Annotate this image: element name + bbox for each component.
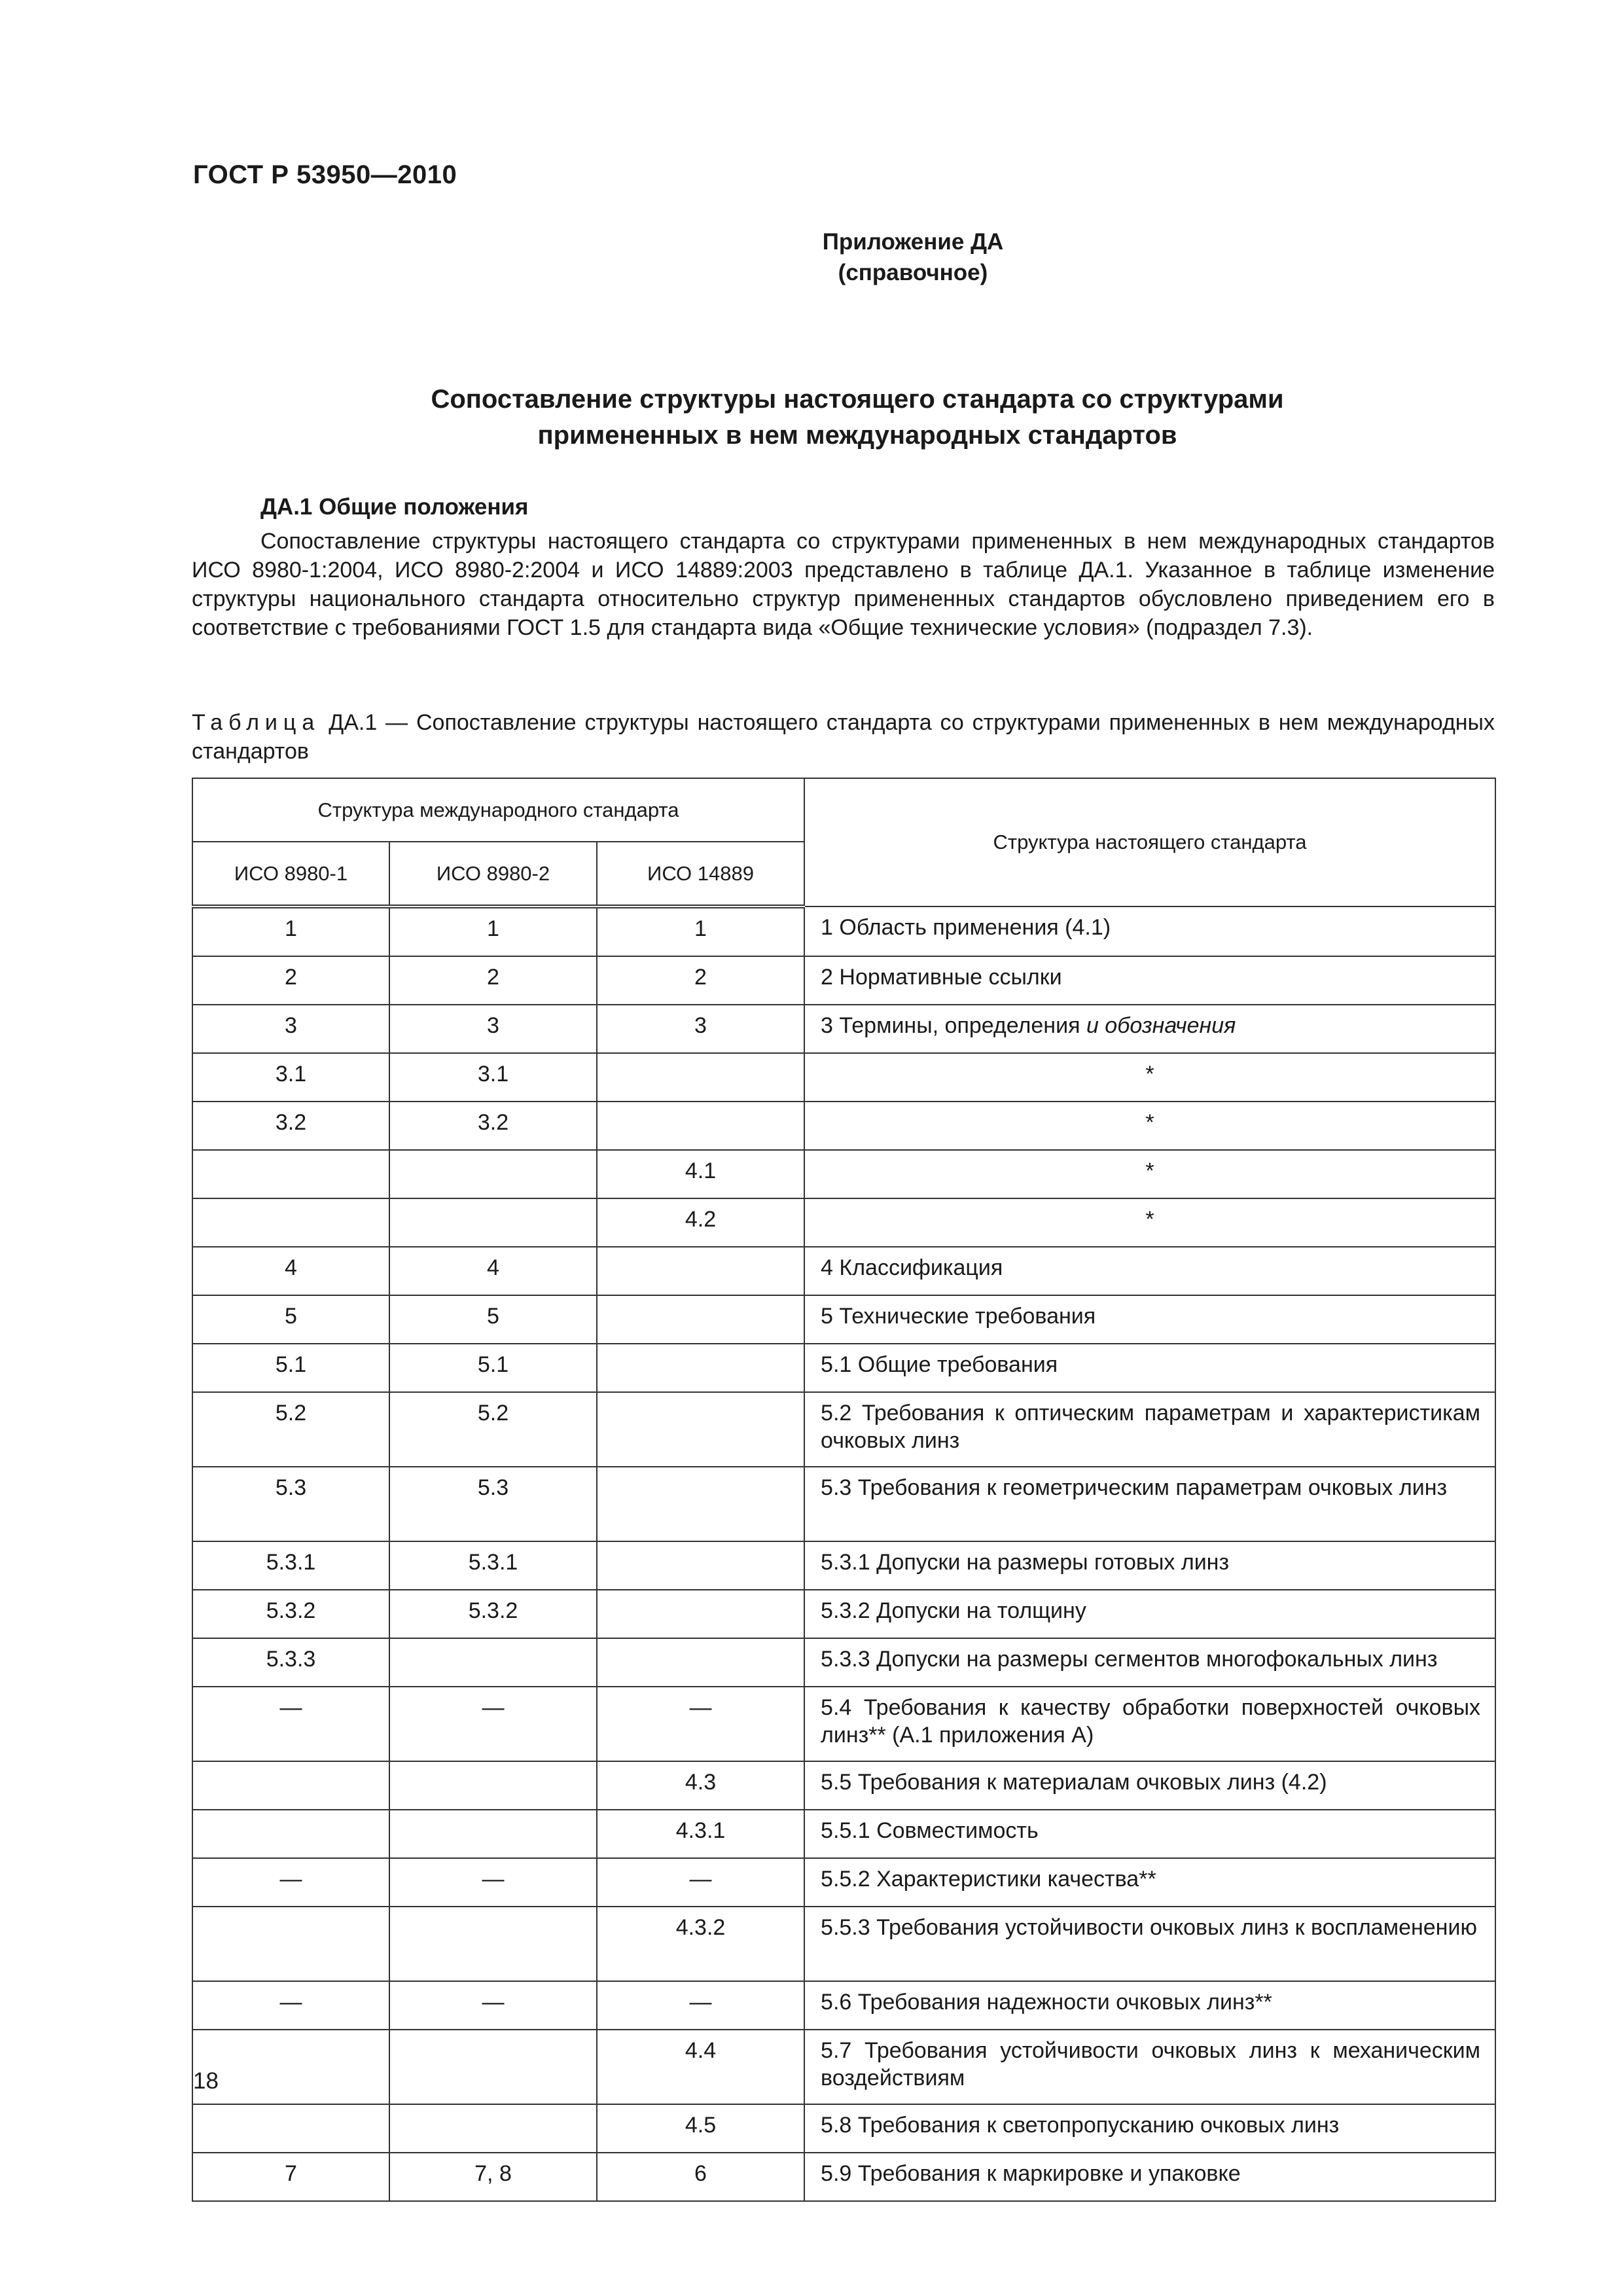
header-iso-8980-2: ИСО 8980-2 <box>389 842 597 906</box>
cell-iso-1 <box>192 1198 389 1247</box>
cell-text: 5.2 Требования к оптическим параметрам и характеристикам очковых линз <box>821 1401 1481 1453</box>
cell-iso-1: 5.3 <box>192 1467 389 1541</box>
annex-type: (справочное) <box>838 260 988 285</box>
section-heading: ДА.1 Общие положения <box>260 494 529 520</box>
cell-this-standard <box>804 1687 1495 1761</box>
comparison-table <box>192 778 1496 2202</box>
cell-this-standard <box>804 1295 1495 1344</box>
table-row <box>192 1467 1495 1541</box>
header-iso-8980-1: ИСО 8980-1 <box>192 842 389 906</box>
cell-iso-3: 6 <box>597 2153 804 2201</box>
cell-this-standard <box>804 956 1495 1005</box>
cell-this-standard <box>804 1467 1495 1541</box>
cell-this-standard <box>804 1761 1495 1810</box>
cell-this-standard <box>804 1053 1495 1102</box>
cell-iso-1 <box>192 2104 389 2153</box>
cell-iso-2 <box>389 1907 597 1981</box>
cell-this-standard <box>804 1541 1495 1590</box>
cell-iso-1: 5.1 <box>192 1344 389 1392</box>
section-paragraph <box>192 527 1495 642</box>
cell-iso-2 <box>389 1198 597 1247</box>
cell-this-standard <box>804 1392 1495 1467</box>
cell-iso-3 <box>597 1102 804 1150</box>
cell-iso-2 <box>389 1810 597 1858</box>
cell-this-standard <box>804 1907 1495 1981</box>
cell-text: 5 Технические требования <box>821 1304 1096 1329</box>
cell-text: 5.8 Требования к светопропусканию очковых линз <box>821 2113 1340 2138</box>
table-row <box>192 2030 1495 2104</box>
page-number: 18 <box>193 2068 219 2094</box>
table-row <box>192 1761 1495 1810</box>
table-row <box>192 1687 1495 1761</box>
main-title-line-2: примененных в нем международных стандартов <box>537 421 1177 450</box>
cell-iso-3 <box>597 1053 804 1102</box>
cell-text: * <box>1145 1207 1154 1232</box>
cell-iso-3 <box>597 1638 804 1687</box>
cell-iso-3 <box>597 1392 804 1467</box>
header-international-structure: Структура международного стандарта <box>192 778 804 842</box>
table-row <box>192 1053 1495 1102</box>
cell-iso-3: 4.5 <box>597 2104 804 2153</box>
table-body <box>192 906 1495 2201</box>
document-code: ГОСТ Р 53950—2010 <box>193 160 457 189</box>
cell-iso-2: 1 <box>389 906 597 956</box>
cell-iso-1: 2 <box>192 956 389 1005</box>
cell-this-standard <box>804 906 1495 956</box>
cell-iso-3: 4.2 <box>597 1198 804 1247</box>
cell-text: 5.7 Требования устойчивости очковых линз к механическим воздействиям <box>821 2038 1481 2090</box>
table-row <box>192 1102 1495 1150</box>
cell-text: 5.5.3 Требования устойчивости очковых линз к воспламенению <box>821 1915 1477 1940</box>
cell-iso-2: 3 <box>389 1005 597 1053</box>
cell-this-standard <box>804 1858 1495 1907</box>
cell-iso-2: — <box>389 1858 597 1907</box>
cell-iso-3 <box>597 1344 804 1392</box>
cell-iso-1: — <box>192 1858 389 1907</box>
cell-iso-2: 3.2 <box>389 1102 597 1150</box>
table-row <box>192 2153 1495 2201</box>
cell-iso-2: 4 <box>389 1247 597 1295</box>
cell-iso-2 <box>389 1638 597 1687</box>
cell-iso-2: 3.1 <box>389 1053 597 1102</box>
cell-text: * <box>1145 1062 1154 1086</box>
table-row <box>192 1295 1495 1344</box>
cell-iso-2 <box>389 1150 597 1198</box>
cell-this-standard <box>804 2030 1495 2104</box>
table-caption-text: ДА.1 — Сопоставление структуры настоящего стандарта со структурами примененных в нем международных стандартов <box>192 710 1495 764</box>
cell-text: 3 Термины, определения <box>821 1013 1086 1038</box>
table-row <box>192 1541 1495 1590</box>
main-title <box>0 382 1623 454</box>
cell-iso-2: 5.2 <box>389 1392 597 1467</box>
cell-iso-3: 4.1 <box>597 1150 804 1198</box>
cell-iso-2: 5.1 <box>389 1344 597 1392</box>
cell-iso-1: 5.3.3 <box>192 1638 389 1687</box>
cell-iso-1: 1 <box>192 906 389 956</box>
table-row <box>192 1638 1495 1687</box>
cell-text: 5.5.1 Совместимость <box>821 1818 1039 1843</box>
cell-this-standard <box>804 1198 1495 1247</box>
cell-iso-3 <box>597 1247 804 1295</box>
cell-iso-3: — <box>597 1858 804 1907</box>
cell-text: 5.4 Требования к качеству обработки поверхностей очковых линз** (А.1 приложения А) <box>821 1695 1481 1748</box>
cell-iso-2: 5 <box>389 1295 597 1344</box>
header-iso-14889: ИСО 14889 <box>597 842 804 906</box>
cell-iso-1: 3 <box>192 1005 389 1053</box>
cell-iso-1: 5.2 <box>192 1392 389 1467</box>
cell-this-standard <box>804 1102 1495 1150</box>
table-row <box>192 2104 1495 2153</box>
cell-text: 1 Область применения (4.1) <box>821 915 1111 940</box>
table-row <box>192 1590 1495 1638</box>
cell-iso-1: 4 <box>192 1247 389 1295</box>
cell-text: 5.3.3 Допуски на размеры сегментов многофокальных линз <box>821 1647 1438 1672</box>
table-caption-label: Таблица <box>192 710 321 735</box>
cell-iso-1 <box>192 1810 389 1858</box>
cell-iso-3: 4.3 <box>597 1761 804 1810</box>
cell-iso-2: 7, 8 <box>389 2153 597 2201</box>
table-row <box>192 1981 1495 2030</box>
cell-iso-2 <box>389 1761 597 1810</box>
cell-iso-3: 4.4 <box>597 2030 804 2104</box>
cell-iso-1: — <box>192 1981 389 2030</box>
cell-iso-1: 3.1 <box>192 1053 389 1102</box>
cell-iso-2: 5.3 <box>389 1467 597 1541</box>
cell-iso-2: 5.3.1 <box>389 1541 597 1590</box>
cell-text: 5.3.2 Допуски на толщину <box>821 1598 1086 1623</box>
table-row <box>192 906 1495 956</box>
header-this-standard-structure: Структура настоящего стандарта <box>804 778 1495 906</box>
cell-this-standard <box>804 1810 1495 1858</box>
cell-iso-1 <box>192 2030 389 2104</box>
table-caption <box>192 708 1495 766</box>
cell-iso-1: 5.3.1 <box>192 1541 389 1590</box>
cell-iso-1 <box>192 1150 389 1198</box>
main-title-line-1: Сопоставление структуры настоящего стандарта со структурами <box>431 385 1284 414</box>
cell-iso-1: 7 <box>192 2153 389 2201</box>
table-row <box>192 1810 1495 1858</box>
table-row <box>192 1907 1495 1981</box>
cell-iso-1 <box>192 1761 389 1810</box>
cell-iso-3: 4.3.2 <box>597 1907 804 1981</box>
cell-iso-3: — <box>597 1687 804 1761</box>
cell-iso-3: 1 <box>597 906 804 956</box>
cell-text: * <box>1145 1158 1154 1183</box>
cell-iso-3: 3 <box>597 1005 804 1053</box>
cell-text: 5.5.2 Характеристики качества** <box>821 1867 1156 1892</box>
cell-iso-3 <box>597 1590 804 1638</box>
cell-iso-3 <box>597 1541 804 1590</box>
cell-text: 5.9 Требования к маркировке и упаковке <box>821 2161 1241 2186</box>
cell-text: 5.3.1 Допуски на размеры готовых линз <box>821 1550 1230 1575</box>
table-row <box>192 1344 1495 1392</box>
cell-text: 5.5 Требования к материалам очковых линз (4.2) <box>821 1770 1327 1795</box>
cell-text: 5.1 Общие требования <box>821 1352 1058 1377</box>
cell-iso-2: — <box>389 1981 597 2030</box>
cell-iso-3: 4.3.1 <box>597 1810 804 1858</box>
cell-iso-3 <box>597 1467 804 1541</box>
table-row <box>192 1392 1495 1467</box>
cell-this-standard <box>804 1590 1495 1638</box>
cell-iso-1 <box>192 1907 389 1981</box>
cell-text: 4 Классификация <box>821 1255 1003 1280</box>
cell-text: 2 Нормативные ссылки <box>821 965 1062 990</box>
cell-text-italic: и обозначения <box>1086 1013 1236 1038</box>
cell-this-standard <box>804 1005 1495 1053</box>
cell-iso-1: 5 <box>192 1295 389 1344</box>
table-row <box>192 1247 1495 1295</box>
cell-text: 5.3 Требования к геометрическим параметрам очковых линз <box>821 1475 1448 1500</box>
cell-this-standard <box>804 1150 1495 1198</box>
cell-this-standard <box>804 2153 1495 2201</box>
cell-this-standard <box>804 1344 1495 1392</box>
cell-text: 5.6 Требования надежности очковых линз** <box>821 1990 1272 2015</box>
table-row <box>192 1005 1495 1053</box>
cell-this-standard <box>804 1981 1495 2030</box>
table-row <box>192 1150 1495 1198</box>
cell-iso-2 <box>389 2030 597 2104</box>
table-row <box>192 956 1495 1005</box>
cell-this-standard <box>804 1247 1495 1295</box>
cell-iso-1: 5.3.2 <box>192 1590 389 1638</box>
table-row <box>192 1858 1495 1907</box>
cell-text: * <box>1145 1110 1154 1135</box>
cell-iso-3 <box>597 1295 804 1344</box>
cell-iso-2: 2 <box>389 956 597 1005</box>
cell-iso-1: — <box>192 1687 389 1761</box>
cell-this-standard <box>804 2104 1495 2153</box>
cell-iso-1: 3.2 <box>192 1102 389 1150</box>
cell-iso-3: — <box>597 1981 804 2030</box>
cell-this-standard <box>804 1638 1495 1687</box>
cell-iso-2: — <box>389 1687 597 1761</box>
table-row <box>192 1198 1495 1247</box>
paragraph-text: Сопоставление структуры настоящего стандарта со структурами примененных в нем международных стандартов ИСО 8980-1:2004, ИСО 8980-2:2004 и ИСО 14889:2003 представлено в таблице ДА.1. Указанное в таблице изменение структуры национального стандарта относительно структур примененных стандартов обусловлено приведением его в соответствие с требованиями ГОСТ 1.5 для стандарта вида «Общие технические условия» (подраздел 7.3). <box>192 529 1495 640</box>
cell-iso-3: 2 <box>597 956 804 1005</box>
cell-iso-2: 5.3.2 <box>389 1590 597 1638</box>
annex-title: Приложение ДА <box>822 229 1004 255</box>
cell-iso-2 <box>389 2104 597 2153</box>
